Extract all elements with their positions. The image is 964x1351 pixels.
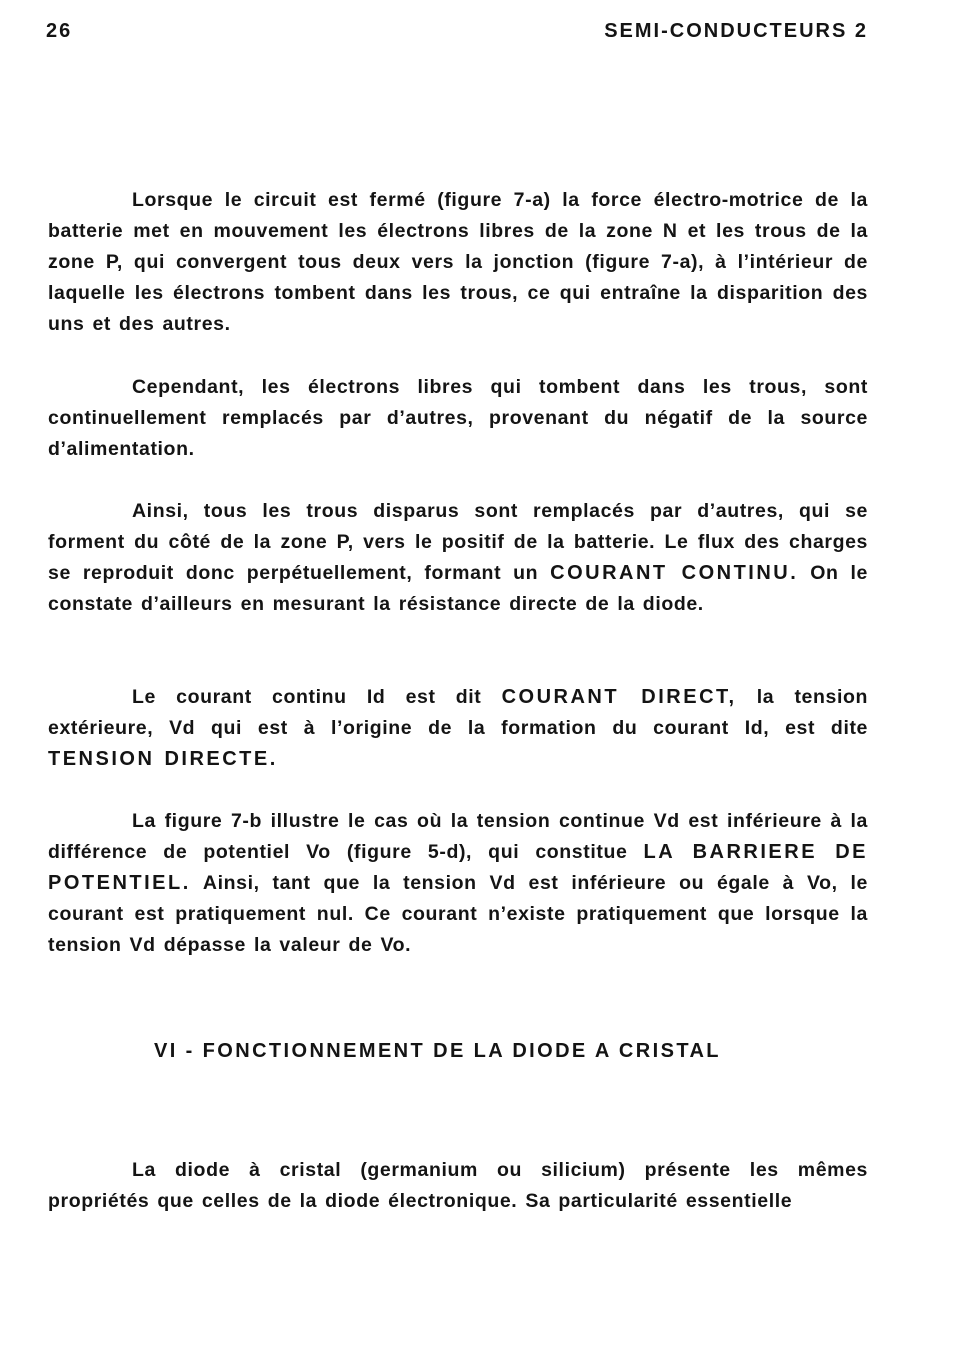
paragraph-circuit-closed: Lorsque le circuit est fermé (figure 7-a) la force électro-motrice de la batterie met en mouvement les électrons libres de la zone N et les trous de la zone P, qui convergent tous deux vers la jonction (figure 7-a), à l’intérieur de laquelle les électrons tombent dans les trous, ce qui entraîne la disparition des uns et des autres. [48, 189, 868, 335]
paragraph-electrons-replaced: Cependant, les électrons libres qui tombent dans les trous, sont continuellement remplacés par d’autres, provenant du négatif de la source d’alimentation. [48, 376, 868, 460]
paragraph-text: On le constate d’ailleurs en mesurant la résistance directe de la diode. [48, 562, 868, 615]
emphasis-barriere-potentiel: LA BARRIERE DE POTENTIEL. [48, 841, 868, 894]
section-heading: VI - FONCTIONNEMENT DE LA DIODE A CRISTAL [154, 1040, 721, 1062]
emphasis-tension-directe: TENSION DIRECTE. [48, 748, 278, 770]
paragraph-text: Ainsi, tant que la tension Vd est inférieure ou égale à Vo, le courant est pratiquement nul. Ce courant n’existe pratiquement que lorsque la tension Vd dépasse la valeur de Vo. [48, 872, 868, 956]
emphasis-courant-continu: COURANT CONTINU. [550, 562, 799, 584]
page-header [46, 20, 868, 48]
paragraph-continuous-current [48, 496, 868, 620]
paragraph-text: La figure 7-b illustre le cas où la tension continue Vd est inférieure à la différence de potentiel Vo (figure 5-d), qui constitue [48, 810, 868, 863]
page-number: 26 [46, 20, 73, 42]
emphasis-courant-direct: COURANT DIRECT, [501, 686, 737, 708]
running-title: SEMI-CONDUCTEURS 2 [604, 20, 868, 42]
paragraph-crystal-diode: La diode à cristal (germanium ou silicium) présente les mêmes propriétés que celles de la diode électronique. Sa particularité essentielle [48, 1159, 868, 1212]
paragraph-direct-current [48, 682, 868, 775]
paragraph-text: Ainsi, tous les trous disparus sont remplacés par d’autres, qui se forment du côté de la zone P, vers le positif de la batterie. Le flux des charges se reproduit donc perpétuellement, formant un [48, 500, 868, 584]
paragraph-potential-barrier [48, 806, 868, 961]
paragraph-text: la tension extérieure, Vd qui est à l’origine de la formation du courant Id, est dite [48, 686, 868, 739]
paragraph-text: Le courant continu Id est dit [132, 686, 502, 708]
